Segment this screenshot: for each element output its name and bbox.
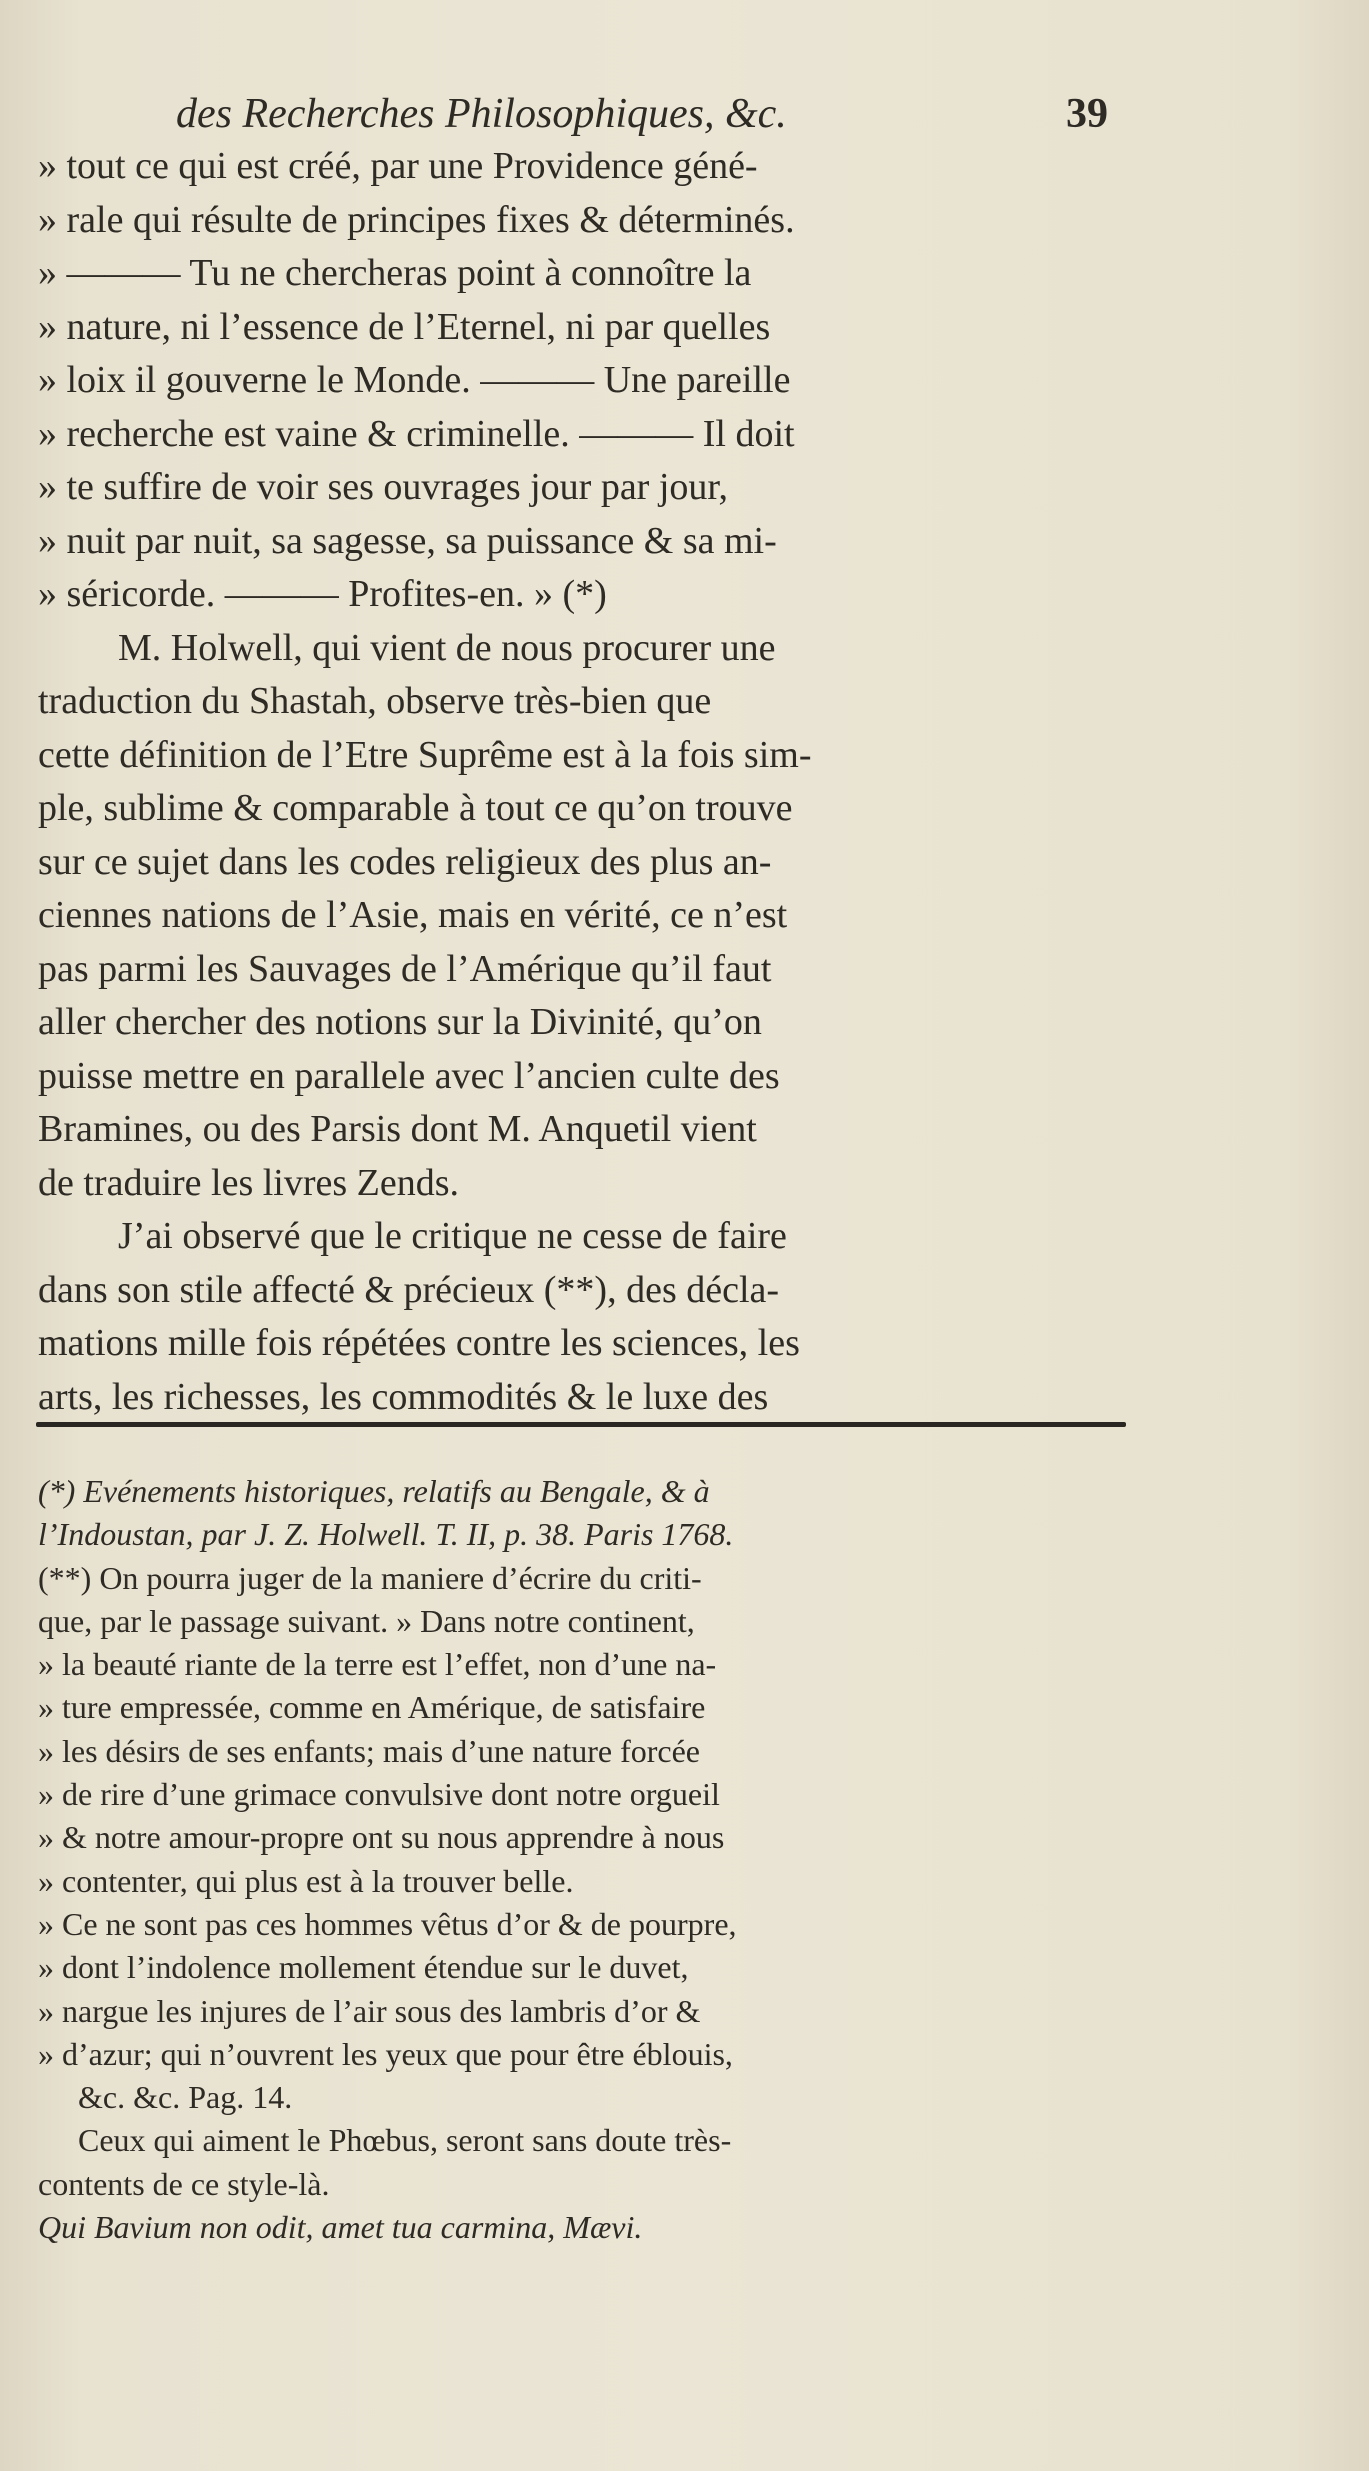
text-line: pas parmi les Sauvages de l’Amérique qu’il faut bbox=[38, 947, 772, 990]
text-line: » recherche est vaine & criminelle. ——— Il doit bbox=[38, 412, 795, 455]
text-line: dans son stile affecté & précieux (**), des décla- bbox=[38, 1268, 780, 1311]
text-line: » te suffire de voir ses ouvrages jour par jour, bbox=[38, 466, 729, 508]
footnote-line: que, par le passage suivant. » Dans notre continent, bbox=[38, 1602, 695, 1639]
text-line: mations mille fois répétées contre les sciences, les bbox=[38, 1322, 800, 1364]
paragraph-start: M. Holwell, qui vient de nous procurer une bbox=[118, 626, 776, 669]
footnote-line: l’Indoustan, par J. Z. Holwell. T. II, p. 38. Paris 1768. bbox=[38, 1516, 734, 1553]
footnote-line: » nargue les injures de l’air sous des lambris d’or & bbox=[38, 1992, 701, 2029]
text-line: » loix il gouverne le Monde. ——— Une pareille bbox=[38, 359, 791, 401]
text-line: ciennes nations de l’Asie, mais en vérité, ce n’est bbox=[38, 894, 788, 936]
text-line: Bramines, ou des Parsis dont M. Anquetil vient bbox=[38, 1108, 757, 1150]
footnote-line: » dont l’indolence mollement étendue sur le duvet, bbox=[38, 1949, 689, 1986]
text-line: traduction du Shastah, observe très-bien que bbox=[38, 680, 712, 722]
footnote-line: » d’azur; qui n’ouvrent les yeux que pour être éblouis, bbox=[38, 2035, 733, 2072]
text-line: sur ce sujet dans les codes religieux des plus an- bbox=[38, 840, 772, 883]
text-line: cette définition de l’Etre Suprême est à la fois sim- bbox=[38, 733, 812, 776]
footnote-line: » la beauté riante de la terre est l’effet, non d’une na- bbox=[38, 1646, 717, 1683]
footnote-line: » de rire d’une grimace convulsive dont notre orgueil bbox=[38, 1776, 720, 1813]
text-line: aller chercher des notions sur la Divinité, qu’on bbox=[38, 1001, 762, 1043]
footnote-line: Ceux qui aiment le Phœbus, seront sans doute très- bbox=[78, 2122, 732, 2159]
text-line: » tout ce qui est créé, par une Providence géné- bbox=[38, 145, 758, 187]
footnote-divider bbox=[36, 1422, 1126, 1427]
footnote-line: contents de ce style-là. bbox=[38, 2165, 330, 2202]
page-number: 39 bbox=[1066, 91, 1108, 137]
text-line: » séricorde. ——— Profites-en. » (*) bbox=[38, 573, 607, 615]
footnote-line: » ture empressée, comme en Amérique, de satisfaire bbox=[38, 1689, 706, 1726]
text-line: puisse mettre en parallele avec l’ancien culte des bbox=[38, 1054, 780, 1097]
footnote-line: » Ce ne sont pas ces hommes vêtus d’or & de pourpre, bbox=[38, 1905, 737, 1942]
text-line: » nature, ni l’essence de l’Eternel, ni par quelles bbox=[38, 305, 771, 348]
footnote-line: (*) Evénements historiques, relatifs au Bengale, & à bbox=[38, 1473, 710, 1509]
running-title: des Recherches Philosophiques, &c. bbox=[176, 91, 787, 137]
footnote-line: Qui Bavium non odit, amet tua carmina, Mævi. bbox=[38, 2209, 643, 2246]
text-line: arts, les richesses, les commodités & le luxe des bbox=[38, 1375, 769, 1418]
footnote-line: (**) On pourra juger de la maniere d’écrire du criti- bbox=[38, 1559, 702, 1596]
footnote-line: » contenter, qui plus est à la trouver belle. bbox=[38, 1862, 574, 1899]
footnote-line: » & notre amour-propre ont su nous apprendre à nous bbox=[38, 1819, 725, 1856]
footnote-line: &c. &c. Pag. 14. bbox=[78, 2079, 293, 2116]
text-line: » rale qui résulte de principes fixes & déterminés. bbox=[38, 198, 795, 241]
footnote-line: » les désirs de ses enfants; mais d’une nature forcée bbox=[38, 1732, 700, 1769]
main-text bbox=[38, 140, 1128, 1424]
text-line: » nuit par nuit, sa sagesse, sa puissance & sa mi- bbox=[38, 519, 777, 562]
footnotes bbox=[38, 1470, 1128, 2249]
text-line: ple, sublime & comparable à tout ce qu’on trouve bbox=[38, 787, 793, 829]
paragraph-start: J’ai observé que le critique ne cesse de faire bbox=[118, 1215, 787, 1257]
text-line: » ——— Tu ne chercheras point à connoître la bbox=[38, 252, 752, 294]
text-line: de traduire les livres Zends. bbox=[38, 1161, 460, 1204]
